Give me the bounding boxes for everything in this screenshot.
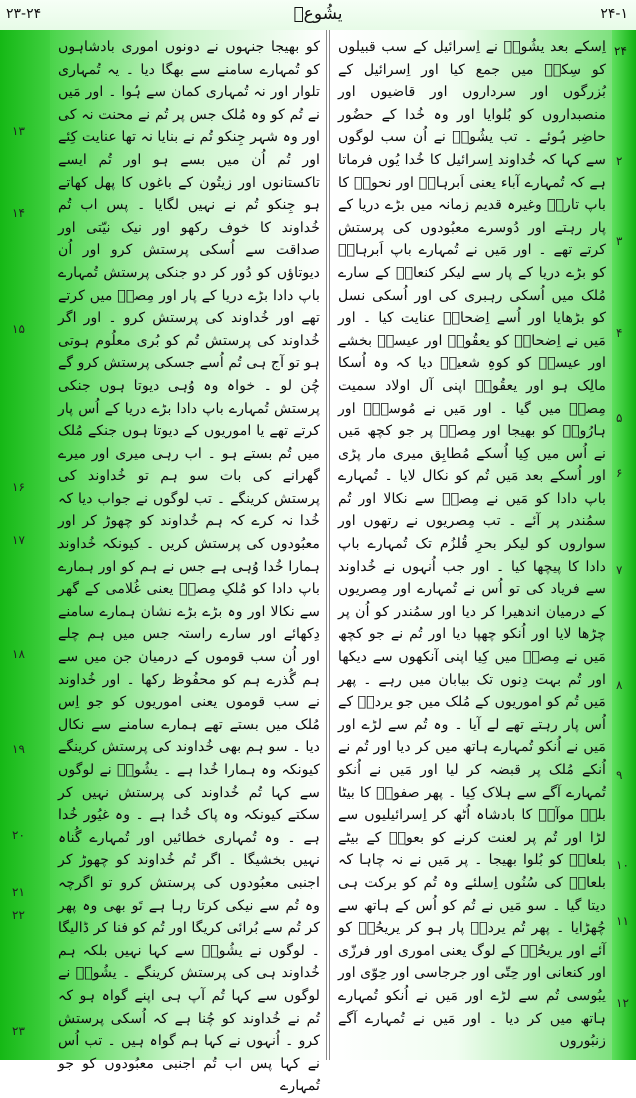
book-title: یشُوعؔ (293, 4, 343, 24)
verse-number: ۲ (616, 154, 623, 168)
verse-number: ۱۳ (12, 124, 25, 138)
verse-number: ۱۱ (616, 914, 629, 928)
verse-number: ۲۲ (12, 908, 25, 922)
verse-number: ۱۴ (12, 206, 25, 220)
right-text-column (330, 30, 612, 1060)
verse-number: ۱۷ (12, 533, 25, 547)
verse-number: ۷ (616, 563, 623, 577)
scripture-text-left: کو بھیجا جنہوں نے دونوں اموری بادشاہوں کو تُمہارے سامنے سے بھگا دیا ۔ یہ تُمہاری تلوار اور نہ تُمہاری کمان سے ہُوا ۔ اور مَیں نے تُم کو وہ مُلک جس پر تُم نے محنت نہ کی اور وہ شہر جِنکو تُم نے بنایا نہ تھا عنایت کِئے اور تُم اُن میں بسے ہو اور تُم ایسے تاکستانوں اور زیتُون کے باغوں کا پھل کھاتے ہو جِنکو تُم نے نہیں لگایا ۔ پس اب تُم خُداوند کا خوف رکھو اور نیک نیّتی اور صداقت سے اُسکی پرستش کرو اور اُن دیوتاؤں کو دُور کر دو جنکی پرستش تُمہارے باپ دادا بڑے دریا کے پار اور مِصرؔ میں کرتے تھے اور خُداوند کی پرستش کرو ۔ اور اگر خُداوند کی پرستش تُم کو بُری معلُوم ہوتی ہو تو آج ہی تُم اُسے جسکی پرستش کرو گے چُن لو ۔ خواہ وہ وُہی دیوتا ہوں جنکی پرستش تُمہارے باپ دادا بڑے دریا کے اُس پار کرتے تھے یا اموریوں کے دیوتا ہوں جنکے مُلک میں تُم بستے ہو ۔ اب رہی میری اور میرے گھرانے کی بات سو ہم تو خُداوند کی پرستش کرینگے ۔ تب لوگوں نے جواب دیا کہ خُدا نہ کرے کہ ہم خُداوند کو چھوڑ کر اور معبُودوں کی پرستش کریں ۔ کیونکہ خُداوند ہمارا خُدا وُہی ہے جس نے ہم کو اور ہمارے باپ دادا کو مُلکِ مِصرؔ یعنی غُلامی کے گھر سے نکالا اور وہ بڑے بڑے نشان ہمارے سامنے دِکھائے اور سارے راستہ جس میں ہم چلے اور اُن سب قوموں کے درمیان جن میں سے ہم گُذرے ہم کو محفُوظ رکھا ۔ اور خُداوند نے سب قوموں یعنی اموریوں کو جو اِس مُلک میں بستے تھے ہمارے سامنے سے نکال دیا ۔ سو ہم بھی خُداوند کی پرستش کرینگے کیونکہ وہ ہمارا خُدا ہے ۔ یشُوعؔ نے لوگوں سے کہا تُم خُداوند کی پرستش نہیں کر سکتے کیونکہ وہ پاک خُدا ہے ۔ وہ غیُور خُدا ہے ۔ وہ تُمہاری خطائیں اور تُمہارے گُناہ نہیں بخشیگا ۔ اگر تُم خُداوند کو چھوڑ کر اجنبی معبُودوں کی پرستش کرو تو اگرچہ وہ تُم سے نیکی کرتا رہا ہے تَو بھی وہ پھر کر تُم سے بُرائی کریگا اور تُم کو فنا کر ڈالیگا ۔ لوگوں نے یشُوعؔ سے کہا نہیں بلکہ ہم خُداوند ہی کی پرستش کرینگے ۔ یشُوعؔ نے لوگوں سے کہا تُم آپ ہی اپنے گواہ ہو کہ تُم نے خُداوند کو چُنا ہے کہ اُسکی پرستش کرو ۔ اُنہوں نے کہا ہم گواہ ہیں ۔ تب اُس نے کہا پس اب تُم اجنبی معبُودوں کو جو تُمہارے (58, 39, 320, 1095)
header-left-reference: ۲۳-۲۴ (6, 6, 42, 22)
verse-number: ۹ (616, 768, 623, 782)
left-verse-margin (0, 30, 50, 1060)
verse-number: ۱۵ (12, 322, 25, 336)
verse-number: ۳ (616, 234, 623, 248)
verse-number: ۱۶ (12, 480, 25, 494)
right-verse-margin (612, 30, 636, 1060)
chapter-number: ۲۴ (614, 44, 627, 58)
verse-number: ۱۹ (12, 742, 25, 756)
verse-number: ۲۳ (12, 1024, 25, 1038)
verse-number: ۴ (616, 326, 623, 340)
verse-number: ۲۱ (12, 885, 25, 899)
header-right-reference: ۲۴-۱ (600, 6, 628, 22)
column-divider (326, 30, 330, 1060)
page-header (0, 0, 636, 31)
verse-number: ۶ (616, 466, 623, 480)
verse-number: ۱۰ (616, 858, 629, 872)
verse-number: ۸ (616, 678, 623, 692)
verse-number: ۱۸ (12, 647, 25, 661)
verse-number: ۲۰ (12, 828, 25, 842)
verse-number: ۵ (616, 411, 623, 425)
left-text-column (50, 30, 326, 1095)
scripture-text-right: اِسکے بعد یشُوعؔ نے اِسرائیل کے سب قبیلوں کو سِکمؔ میں جمع کیا اور اِسرائیل کے بُزرگوں اور سرداروں اور قاضیوں اور منصبداروں کو بُلوایا اور وہ خُدا کے حضُور حاضِر ہُوئے ۔ تب یشُوعؔ نے اُن سب لوگوں سے کہا کہ خُداوند اِسرائیل کا خُدا یُوں فرماتا ہے کہ تُمہارے آباء یعنی اَبرہامؔ اور نحورؔ کا باپ تارحؔ وغیرہ قدیم زمانہ میں بڑے دریا کے پار رہتے اور دُوسرے معبُودوں کی پرستش کرتے تھے ۔ اور مَیں نے تُمہارے باپ اَبرہامؔ کو بڑے دریا کے پار سے لیکر کنعانؔ کے سارے مُلک میں اُسکی رہبری کی اور اُسکی نسل کو بڑھایا اور اُسے اِضحاقؔ عنایت کیا ۔ اور مَیں نے اِضحاقؔ کو یعقُوبؔ اور عیسوؔ بخشے اور عیسوؔ کو کوہِ شعیرؔ دیا کہ وہ اُسکا مالِک ہو اور یعقُوبؔ اپنی آل اولاد سمیت مِصرؔ میں گیا ۔ اور مَیں نے مُوسیٰؔ اور ہارُونؔ کو بھیجا اور مِصرؔ پر جو کچھ مَیں نے اُس میں کِیا اُسکے مُطابِق میری مار پڑی اور اُسکے بعد مَیں تُم کو نکال لایا ۔ تُمہارے باپ دادا کو مَیں نے مِصرؔ سے نکالا اور تُم سمُندر پر آئے ۔ تب مِصریوں نے رتھوں اور سواروں کو لیکر بحرِ قُلزُم تک تُمہارے باپ دادا کا پیچھا کیا ۔ اور جب اُنہوں نے خُداوند سے فریاد کی تو اُس نے تُمہارے اور مِصریوں کے درمیان اندھیرا کر دیا اور سمُندر کو اُن پر چڑھا لایا اور اُنکو چھپا دیا اور تُم نے جو کچھ مَیں نے مِصرؔ میں کِیا اپنی آنکھوں سے دیکھا اور تُم بہت دِنوں تک بیابان میں رہے ۔ پھر مَیں تُم کو اموریوں کے مُلک میں جو یردنؔ کے اُس پار رہتے تھے لے آیا ۔ وہ تُم سے لڑے اور مَیں نے اُنکو تُمہارے ہاتھ میں کر دیا اور تُم نے اُنکے مُلک پر قبضہ کر لیا اور مَیں نے اُنکو تُمہارے آگے سے ہلاک کِیا ۔ پھر صفورؔ کا بیٹا بلقؔ موآبؔ کا بادشاہ اُٹھ کر اِسرائیلیوں سے لڑا اور تُم پر لعنت کرنے کو بعورؔ کے بیٹے بلعامؔ کو بُلوا بھیجا ۔ پر مَیں نے نہ چاہا کہ بلعامؔ کی سُنُوں اِسلئے وہ تُم کو برکت ہی دیتا گیا ۔ سو مَیں نے تُم کو اُس کے ہاتھ سے چُھڑایا ۔ پھر تُم یردنؔ پار ہو کر یریحُوؔ کو آئے اور یریحُوؔ کے لوگ یعنی اموری اور فرزّی اور کنعانی اور حِتّی اور جرجاسی اور حِوّی اور یبُوسی تُم سے لڑے اور مَیں نے اُنکو تُمہارے ہاتھ میں کر دیا ۔ اور مَیں نے تُمہارے آگے زنبُوروں (338, 39, 606, 1050)
verse-number: ۱۲ (616, 996, 629, 1010)
